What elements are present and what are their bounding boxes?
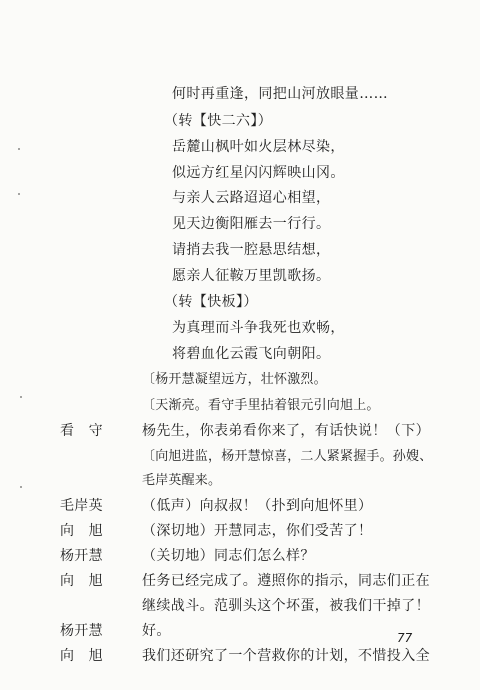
margin-speck <box>18 193 20 195</box>
verse-line: 何时再重逢，同把山河放眼量…… <box>172 86 388 102</box>
dialogue-line: 我们还研究了一个营救你的计划，不惜投入全 <box>142 648 430 664</box>
verse-line: 请捎去我一腔悬思结想， <box>172 242 331 258</box>
stage-direction: 〔向旭进监，杨开慧惊喜，二人紧紧握手。孙嫂、 <box>142 449 433 464</box>
verse-line: 岳麓山枫叶如火层林尽染， <box>172 139 345 155</box>
margin-speck <box>20 486 22 488</box>
speaker-name: 向 旭 <box>60 523 103 539</box>
dialogue-line: 好。 <box>142 623 171 639</box>
dialogue-line: （关切地）同志们怎么样？ <box>142 548 315 564</box>
verse-line: 将碧血化云霞飞向朝阳。 <box>172 346 331 362</box>
speaker-name: 向 旭 <box>60 648 103 664</box>
stage-direction: 〔天渐亮。看守手里拈着银元引向旭上。 <box>142 398 380 413</box>
verse-mode-change: （转【快板】） <box>164 294 258 310</box>
margin-speck <box>18 148 20 150</box>
stage-direction: 毛岸英醒来。 <box>142 473 222 488</box>
verse-line: 为真理而斗争我死也欢畅， <box>172 320 345 336</box>
speaker-name: 看 守 <box>60 423 103 439</box>
dialogue-line: （低声）向叔叔！（扑到向旭怀里） <box>142 498 373 514</box>
verse-line: 见天边衡阳雁去一行行。 <box>172 216 331 232</box>
dialogue-line: 继续战斗。范驯头这个坏蛋，被我们干掉了！ <box>142 598 430 614</box>
verse-line: 与亲人云路迢迢心相望， <box>172 190 331 206</box>
stage-direction: 〔杨开慧凝望远方，壮怀激烈。 <box>142 372 327 387</box>
speaker-name: 杨开慧 <box>60 623 103 639</box>
speaker-name: 毛岸英 <box>60 498 103 514</box>
verse-line: 似远方红星闪闪辉映山冈。 <box>172 165 345 181</box>
dialogue-line: （深切地）开慧同志，你们受苦了！ <box>142 523 373 539</box>
dialogue-line: 杨先生，你表弟看你来了，有话快说！（下） <box>142 423 430 439</box>
margin-speck <box>20 396 22 398</box>
speaker-name: 向 旭 <box>60 573 103 589</box>
page-number: 77 <box>397 631 413 645</box>
dialogue-line: 任务已经完成了。遵照你的指示，同志们正在 <box>142 573 430 589</box>
verse-line: 愿亲人征鞍万里凯歌扬。 <box>172 268 331 284</box>
verse-mode-change: （转【快二六】） <box>164 113 273 129</box>
speaker-name: 杨开慧 <box>60 548 103 564</box>
